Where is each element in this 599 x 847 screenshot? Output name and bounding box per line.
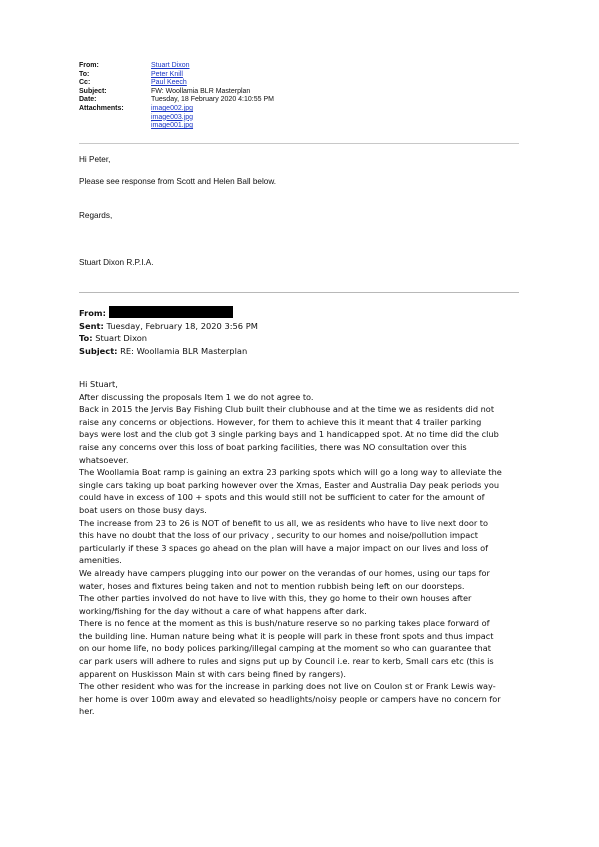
body-line: apparent on Huskisson Main st with cars being fined by rangers). xyxy=(79,668,346,679)
body-line: raise any concerns or objections. However, for them to achieve this it meant that 4 trailer parking xyxy=(79,416,482,427)
header-row-to xyxy=(79,71,559,80)
header-row-subject xyxy=(79,88,559,97)
to-label: To: xyxy=(79,70,90,78)
body-line: whatsoever. xyxy=(79,454,129,465)
from-link[interactable]: Stuart Dixon xyxy=(151,62,190,69)
quoted-to-row xyxy=(79,332,519,345)
body-line: the building line. Human nature being what it is people will park in these front spots and thus impact xyxy=(79,630,494,641)
body-line: single cars taking up boat parking however over the Xmas, Easter and Australia Day peak periods you xyxy=(79,479,500,490)
quoted-divider xyxy=(79,292,519,293)
quoted-greeting: Hi Stuart, xyxy=(79,379,118,389)
cc-label: Cc: xyxy=(79,79,91,87)
date-value: Tuesday, 18 February 2020 4:10:55 PM xyxy=(151,96,274,104)
redaction-box xyxy=(109,306,233,318)
body-line: The other parties involved do not have to live with this, they go home to their own houses after xyxy=(79,593,472,604)
quoted-subject-value: RE: Woollamia BLR Masterplan xyxy=(120,345,248,356)
to-link[interactable]: Peter Knill xyxy=(151,70,183,78)
body-line: The increase from 23 to 26 is NOT of benefit to us all, we as residents who have to live next door to xyxy=(79,517,489,528)
body-line: her home is over 100m away and elevated so headlights/noisy people or campers have no concern for xyxy=(79,693,501,704)
attachment-link[interactable]: image002.jpg xyxy=(151,104,194,112)
outer-closing: Regards, xyxy=(79,211,113,220)
attachments-list xyxy=(151,105,559,131)
from-label: From: xyxy=(79,62,99,69)
body-line: raise any concerns over this loss of boat parking facilities, there was NO consultation over this xyxy=(79,441,467,452)
attachment-link[interactable]: image003.jpg xyxy=(151,113,194,121)
quoted-email-header xyxy=(79,306,519,357)
header-row-attachments xyxy=(79,105,559,131)
outer-signature: Stuart Dixon R.P.I.A. xyxy=(79,258,154,267)
body-line: could have in excess of 100 + spots and this would still not be sufficient to cater for the amount of xyxy=(79,492,485,503)
quoted-from-row xyxy=(79,306,519,320)
outer-message-line: Please see response from Scott and Helen Ball below. xyxy=(79,177,277,186)
body-line: amenities. xyxy=(79,555,122,566)
body-line: her. xyxy=(79,706,95,717)
quoted-from-label: From: xyxy=(79,308,106,318)
body-line: boat users on those busy days. xyxy=(79,504,207,515)
body-line: particularly if these 3 spaces go ahead on the plan will have a major impact on our lives and loss of xyxy=(79,542,488,553)
cc-link[interactable]: Paul Keech xyxy=(151,79,187,87)
body-line: water, hoses and fixtures being taken and not to mention rubbish being left on our doorsteps. xyxy=(79,580,465,591)
attachment-link[interactable]: image001.jpg xyxy=(151,122,194,130)
header-row-date xyxy=(79,96,559,105)
body-line: We already have campers plugging into our power on the verandas of our homes, using our taps for xyxy=(79,567,490,578)
quoted-to-value: Stuart Dixon xyxy=(95,333,148,344)
body-line: After discussing the proposals Item 1 we do not agree to. xyxy=(79,391,314,402)
body-line: on our home life, no body polices parking/illegal camping at the moment so who can guarantee that xyxy=(79,643,491,654)
body-line: The Woollamia Boat ramp is gaining an extra 23 parking spots which will go a long way to alleviate the xyxy=(79,467,502,478)
quoted-subject-label: Subject: xyxy=(79,345,118,356)
date-label: Date: xyxy=(79,96,97,104)
quoted-subject-row xyxy=(79,345,519,358)
body-line: car park users will adhere to rules and signs put up by Council i.e. rear to kerb, Small cars etc (this is xyxy=(79,656,494,667)
subject-value: FW: Woollamia BLR Masterplan xyxy=(151,87,251,95)
header-divider xyxy=(79,143,519,144)
quoted-sent-row xyxy=(79,320,519,333)
header-row-cc xyxy=(79,79,559,88)
quoted-sent-label: Sent: xyxy=(79,320,104,331)
body-line: There is no fence at the moment as this is bush/nature reserve so no parking takes place forward of xyxy=(79,618,490,629)
body-line: this have no doubt that the loss of our privacy , security to our homes and noise/pollution impact xyxy=(79,530,478,541)
outer-greeting: Hi Peter, xyxy=(79,155,111,164)
body-line: bays were lost and the club got 3 single parking bays and 1 handicapped spot. At no time did the club xyxy=(79,429,499,440)
attachments-label: Attachments: xyxy=(79,104,124,112)
quoted-email-body xyxy=(79,378,531,718)
quoted-to-label: To: xyxy=(79,333,93,344)
body-line: Back in 2015 the Jervis Bay Fishing Club built their clubhouse and at the time we as residents did not xyxy=(79,404,495,415)
body-line: working/fishing for the day without a care of what happens after dark. xyxy=(79,605,367,616)
header-row-from xyxy=(79,62,559,71)
subject-label: Subject: xyxy=(79,87,107,95)
quoted-sent-value: Tuesday, February 18, 2020 3:56 PM xyxy=(106,320,258,331)
outer-email-header xyxy=(79,62,559,131)
body-line: The other resident who was for the increase in parking does not live on Coulon st or Frank Lewis way- xyxy=(79,681,496,692)
